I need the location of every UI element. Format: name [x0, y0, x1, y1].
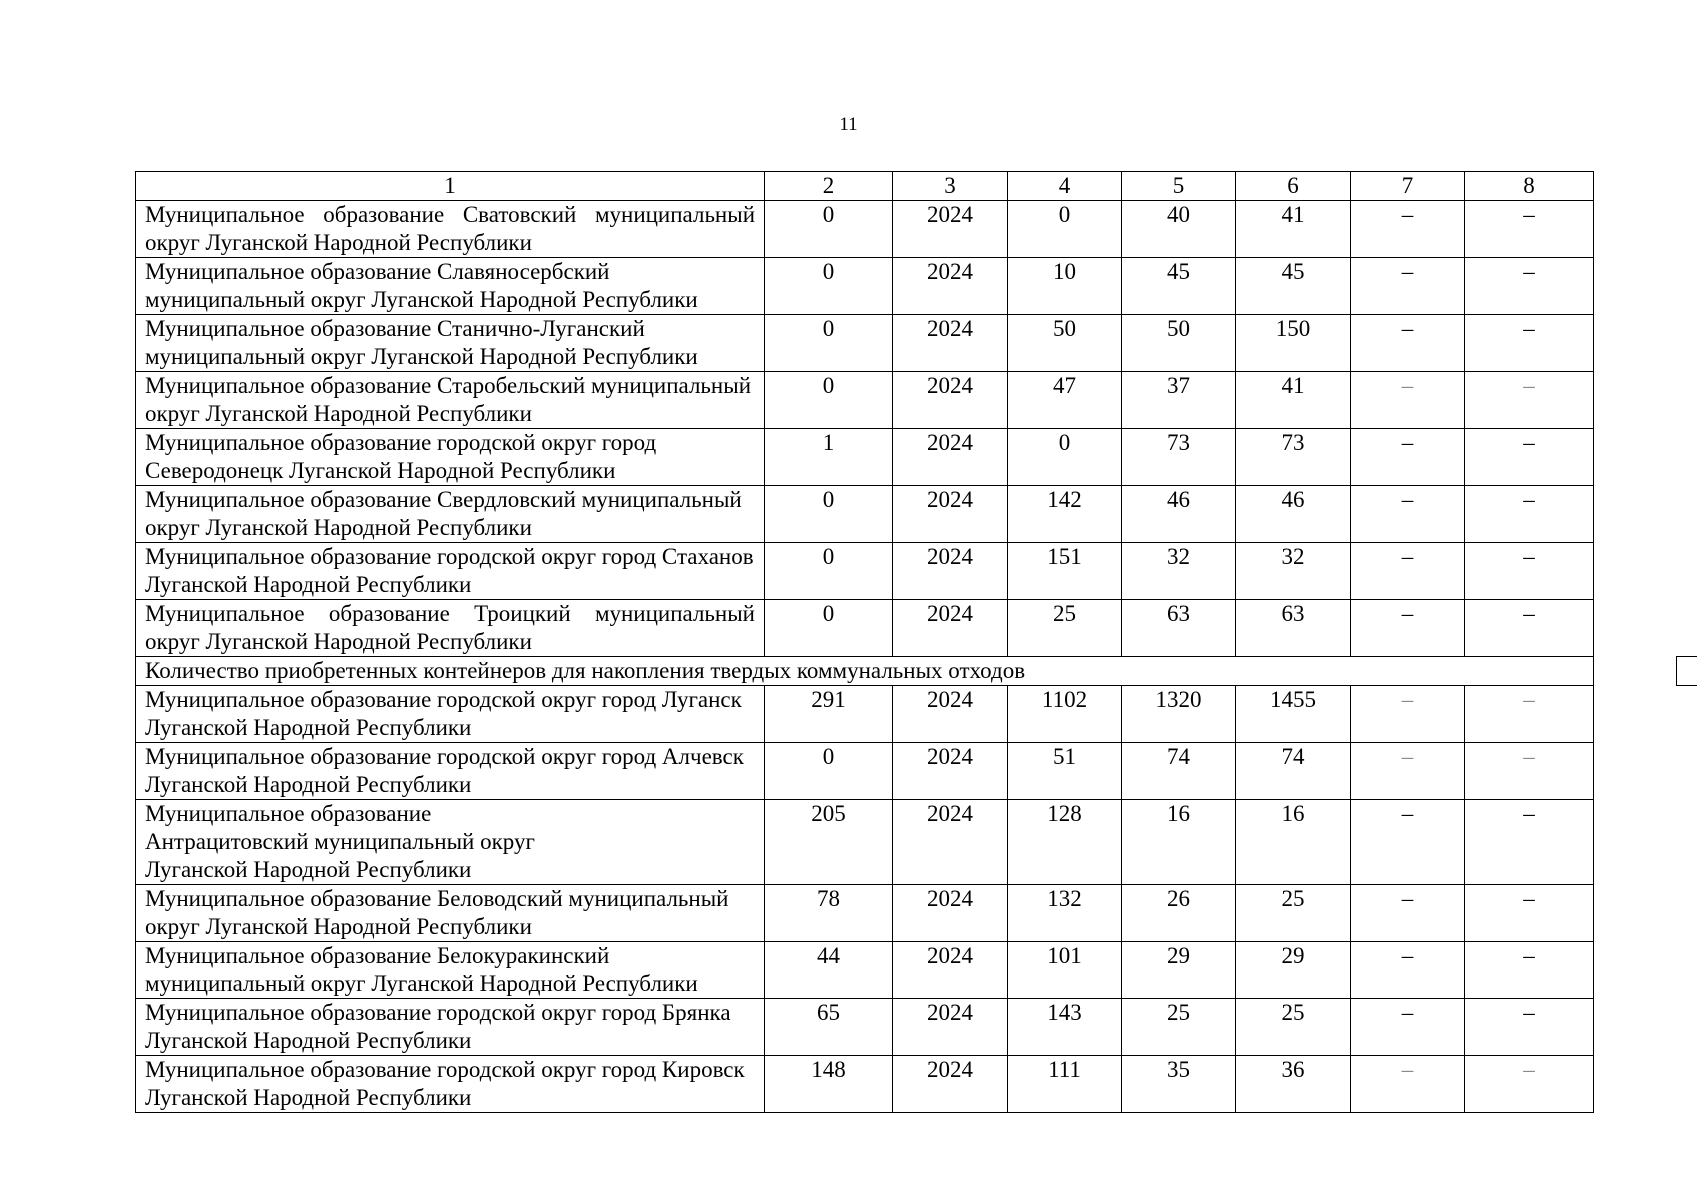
cell-col-2: 65 [765, 999, 893, 1056]
cell-col-8: – [1465, 942, 1594, 999]
cell-col-7: – [1351, 743, 1465, 800]
cell-col-4: 128 [1008, 800, 1122, 885]
cell-col-8: – [1465, 686, 1594, 743]
cell-col-7: – [1351, 1056, 1465, 1113]
cell-col-8: – [1465, 543, 1594, 600]
cell-col-2: 0 [765, 486, 893, 543]
cell-col-4: 132 [1008, 885, 1122, 942]
cell-col-4: 50 [1008, 315, 1122, 372]
cell-col-5: 74 [1122, 743, 1236, 800]
cell-col-3: 2024 [893, 315, 1008, 372]
cell-col-5: 40 [1122, 201, 1236, 258]
cell-col-4: 1102 [1008, 686, 1122, 743]
cell-col-3: 2024 [893, 600, 1008, 657]
table-row [136, 942, 1594, 999]
cell-col-8: – [1465, 1056, 1594, 1113]
row-name: Муниципальное образование Беловодский муниципальный округ Луганской Народной Республики [136, 885, 765, 942]
row-name: Муниципальное образование городской округ город Алчевск Луганской Народной Республики [136, 743, 765, 800]
cell-col-3: 2024 [893, 885, 1008, 942]
cell-col-5: 29 [1122, 942, 1236, 999]
cell-col-6: 36 [1236, 1056, 1351, 1113]
cell-col-3: 2024 [893, 201, 1008, 258]
cell-col-8: – [1465, 885, 1594, 942]
table-row [136, 201, 1594, 258]
cell-col-4: 25 [1008, 600, 1122, 657]
table-row [136, 372, 1594, 429]
row-name: Муниципальное образование городской округ город Луганск Луганской Народной Республики [136, 686, 765, 743]
cell-col-8: – [1465, 743, 1594, 800]
row-name: Муниципальное образование Старобельский муниципальный округ Луганской Народной Республики [136, 372, 765, 429]
cell-col-6: 29 [1236, 942, 1351, 999]
cell-col-5: 50 [1122, 315, 1236, 372]
cell-col-7: – [1351, 315, 1465, 372]
table-row [136, 885, 1594, 942]
cell-col-8: – [1465, 372, 1594, 429]
cell-col-2: 0 [765, 258, 893, 315]
cell-col-3: 2024 [893, 743, 1008, 800]
cell-col-7: – [1351, 999, 1465, 1056]
cell-col-5: 26 [1122, 885, 1236, 942]
cell-col-3: 2024 [893, 258, 1008, 315]
cell-col-4: 151 [1008, 543, 1122, 600]
cell-col-2: 0 [765, 201, 893, 258]
cell-col-3: 2024 [893, 486, 1008, 543]
header-cell-3: 3 [893, 172, 1008, 201]
table-row [136, 999, 1594, 1056]
cell-col-2: 78 [765, 885, 893, 942]
header-cell-8: 8 [1465, 172, 1594, 201]
cell-col-6: 46 [1236, 486, 1351, 543]
row-name: Муниципальное образование Троицкий муниципальный округ Луганской Народной Республики [136, 600, 765, 657]
cell-col-2: 291 [765, 686, 893, 743]
table-row [136, 1056, 1594, 1113]
cell-col-6: 41 [1236, 201, 1351, 258]
section-row [136, 657, 1594, 686]
row-name: Муниципальное образование городской округ город Брянка Луганской Народной Республики [136, 999, 765, 1056]
header-cell-6: 6 [1236, 172, 1351, 201]
row-name: Муниципальное образование городской округ город Кировск Луганской Народной Республики [136, 1056, 765, 1113]
cell-col-3: 2024 [893, 800, 1008, 885]
header-cell-1: 1 [136, 172, 765, 201]
cell-col-5: 73 [1122, 429, 1236, 486]
row-name: Муниципальное образование Сватовский муниципальный округ Луганской Народной Республики [136, 201, 765, 258]
table-row [136, 429, 1594, 486]
cell-col-5: 35 [1122, 1056, 1236, 1113]
cell-col-4: 51 [1008, 743, 1122, 800]
cell-col-7: – [1351, 201, 1465, 258]
cell-col-7: – [1351, 429, 1465, 486]
cell-col-5: 63 [1122, 600, 1236, 657]
cell-col-8: – [1465, 315, 1594, 372]
header-cell-4: 4 [1008, 172, 1122, 201]
cell-col-8: – [1465, 999, 1594, 1056]
cell-col-4: 47 [1008, 372, 1122, 429]
cell-col-6: 25 [1236, 885, 1351, 942]
cell-col-7: – [1351, 486, 1465, 543]
cell-col-3: 2024 [893, 543, 1008, 600]
cell-col-2: 0 [765, 315, 893, 372]
cell-col-8: – [1465, 201, 1594, 258]
cell-col-2: 148 [765, 1056, 893, 1113]
cell-col-3: 2024 [893, 686, 1008, 743]
cell-col-4: 10 [1008, 258, 1122, 315]
table-row [136, 486, 1594, 543]
cell-col-7: – [1351, 686, 1465, 743]
table-row [136, 800, 1594, 885]
cell-col-3: 2024 [893, 942, 1008, 999]
cell-col-7: – [1351, 372, 1465, 429]
cell-col-7: – [1351, 800, 1465, 885]
row-name: Муниципальное образование Антрацитовский муниципальный округ Луганской Народной Республики [136, 800, 765, 885]
cell-col-2: 1 [765, 429, 893, 486]
cell-col-3: 2024 [893, 1056, 1008, 1113]
table-row [136, 600, 1594, 657]
cell-col-2: 0 [765, 543, 893, 600]
cell-col-6: 16 [1236, 800, 1351, 885]
header-row [136, 172, 1594, 201]
cell-col-5: 37 [1122, 372, 1236, 429]
cell-col-7: – [1351, 543, 1465, 600]
row-name: Муниципальное образование городской округ город Северодонецк Луганской Народной Республики [136, 429, 765, 486]
cell-col-6: 63 [1236, 600, 1351, 657]
section-title: Количество приобретенных контейнеров для накопления твердых коммунальных отходов [136, 657, 1594, 686]
cell-col-2: 205 [765, 800, 893, 885]
cell-col-5: 25 [1122, 999, 1236, 1056]
table-row [136, 543, 1594, 600]
cell-col-6: 25 [1236, 999, 1351, 1056]
row-name: Муниципальное образование Белокуракинский муниципальный округ Луганской Народной Республики [136, 942, 765, 999]
cell-col-3: 2024 [893, 429, 1008, 486]
header-cell-5: 5 [1122, 172, 1236, 201]
cell-col-8: – [1465, 600, 1594, 657]
cell-col-8: – [1465, 429, 1594, 486]
header-cell-2: 2 [765, 172, 893, 201]
cell-col-4: 111 [1008, 1056, 1122, 1113]
header-cell-7: 7 [1351, 172, 1465, 201]
cell-col-7: – [1351, 600, 1465, 657]
cell-col-2: 0 [765, 372, 893, 429]
cell-col-8: – [1465, 258, 1594, 315]
cell-col-2: 0 [765, 600, 893, 657]
cell-col-4: 142 [1008, 486, 1122, 543]
table-row [136, 743, 1594, 800]
edge-mark [1676, 656, 1697, 686]
cell-col-5: 32 [1122, 543, 1236, 600]
cell-col-6: 1455 [1236, 686, 1351, 743]
page-number: 11 [839, 114, 858, 135]
cell-col-4: 101 [1008, 942, 1122, 999]
cell-col-4: 0 [1008, 201, 1122, 258]
table-row [136, 686, 1594, 743]
cell-col-5: 46 [1122, 486, 1236, 543]
row-name: Муниципальное образование Свердловский муниципальный округ Луганской Народной Республики [136, 486, 765, 543]
cell-col-8: – [1465, 486, 1594, 543]
cell-col-3: 2024 [893, 999, 1008, 1056]
cell-col-5: 1320 [1122, 686, 1236, 743]
cell-col-5: 45 [1122, 258, 1236, 315]
cell-col-2: 44 [765, 942, 893, 999]
row-name: Муниципальное образование Славяносербский муниципальный округ Луганской Народной Республики [136, 258, 765, 315]
table-row [136, 315, 1594, 372]
data-table [135, 171, 1594, 1113]
cell-col-5: 16 [1122, 800, 1236, 885]
cell-col-7: – [1351, 885, 1465, 942]
row-name: Муниципальное образование Станично-Луганский муниципальный округ Луганской Народной Республики [136, 315, 765, 372]
cell-col-6: 150 [1236, 315, 1351, 372]
cell-col-6: 73 [1236, 429, 1351, 486]
cell-col-4: 143 [1008, 999, 1122, 1056]
row-name: Муниципальное образование городской округ город Стаханов Луганской Народной Республики [136, 543, 765, 600]
cell-col-7: – [1351, 258, 1465, 315]
cell-col-2: 0 [765, 743, 893, 800]
cell-col-3: 2024 [893, 372, 1008, 429]
table-row [136, 258, 1594, 315]
cell-col-6: 41 [1236, 372, 1351, 429]
cell-col-6: 45 [1236, 258, 1351, 315]
cell-col-4: 0 [1008, 429, 1122, 486]
cell-col-7: – [1351, 942, 1465, 999]
cell-col-8: – [1465, 800, 1594, 885]
cell-col-6: 74 [1236, 743, 1351, 800]
cell-col-6: 32 [1236, 543, 1351, 600]
